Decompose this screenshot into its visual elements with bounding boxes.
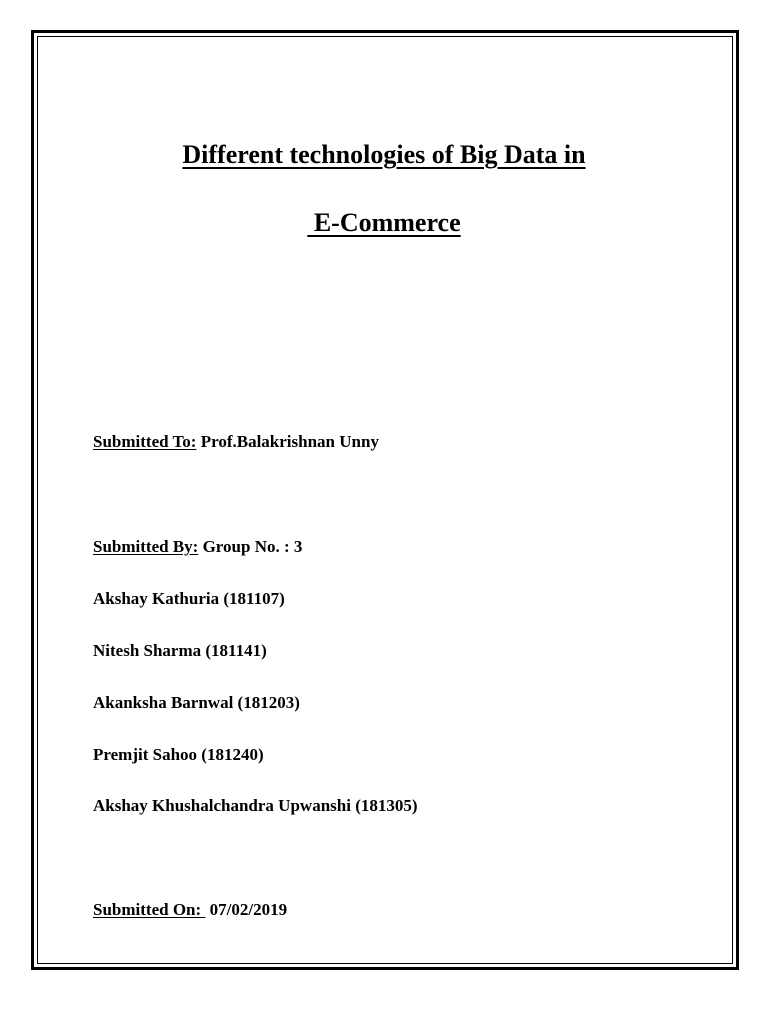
submitted-by-line: [93, 537, 302, 557]
member-5: Akshay Khushalchandra Upwanshi (181305): [93, 796, 418, 815]
submitted-to-label: Submitted To:: [93, 432, 197, 451]
member-4: Premjit Sahoo (181240): [93, 745, 264, 764]
member-1: Akshay Kathuria (181107): [93, 589, 285, 608]
submitted-by-label: Submitted By:: [93, 537, 199, 556]
submitted-by-value: Group No. : 3: [198, 537, 303, 556]
submitted-on-line: [93, 900, 287, 920]
submitted-to-line: [93, 432, 379, 452]
submitted-on-value: 07/02/2019: [205, 900, 288, 919]
document-title-line-2: E-Commerce: [307, 208, 461, 237]
member-3: Akanksha Barnwal (181203): [93, 693, 300, 712]
member-2: Nitesh Sharma (181141): [93, 641, 267, 660]
document-title-line-1: Different technologies of Big Data in: [182, 140, 586, 169]
page-border: [31, 30, 739, 970]
submitted-on-label: Submitted On:: [93, 900, 206, 919]
submitted-to-value: Prof.Balakrishnan Unny: [196, 432, 379, 451]
page-border-inner: [37, 36, 733, 964]
